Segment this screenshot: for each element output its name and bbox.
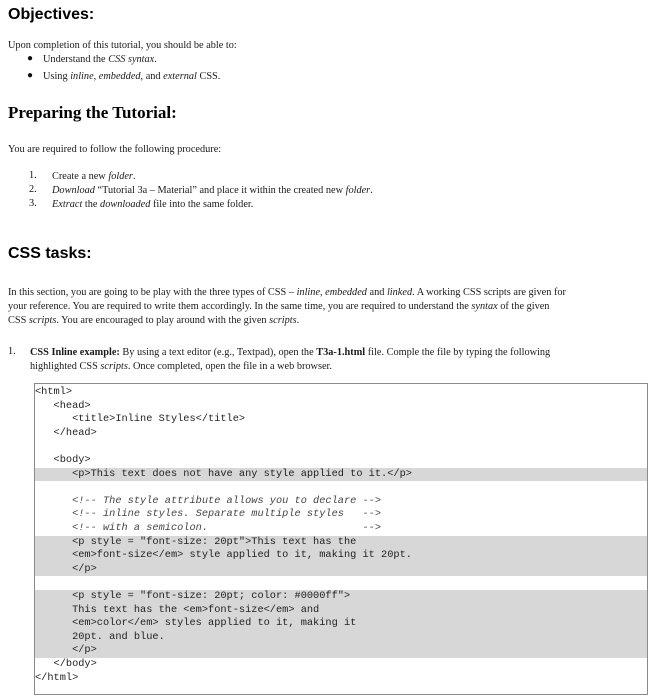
css-tasks-para-line3: CSS scripts. You are encouraged to play around with the given scripts. — [8, 315, 300, 326]
code-line — [35, 440, 647, 454]
step-2: Download “Tutorial 3a – Material” and place it within the created new folder. — [52, 185, 373, 196]
task-1-line2: highlighted CSS scripts. Once completed, open the file in a web browser. — [30, 361, 332, 372]
code-line: <html> — [35, 386, 73, 398]
code-line-highlighted: This text has the <em>font-size</em> and — [35, 604, 647, 618]
code-line-highlighted: <p style = "font-size: 20pt">This text has the — [35, 536, 647, 550]
task-number: 1. — [8, 346, 16, 357]
code-comment-line: <!-- inline styles. Separate multiple styles --> — [35, 508, 382, 521]
css-tasks-para-line1: In this section, you are going to be play with the three types of CSS – inline, embedded and linked. A working CSS scripts are given for — [8, 287, 566, 298]
objective-item-2: Using inline, embedded, and external CSS. — [43, 71, 221, 82]
css-tasks-para-line2: your reference. You are required to write them accordingly. In the same time, you are required to understand the syntax of the given — [8, 301, 550, 312]
code-line: </body> — [35, 658, 97, 670]
bullet-icon: ● — [27, 70, 34, 81]
code-line: <body> — [35, 454, 91, 466]
task-1-line1: CSS Inline example: By using a text editor (e.g., Textpad), open the T3a-1.html file. Comple the file by typing the following — [30, 347, 551, 358]
css-tasks-heading: CSS tasks: — [8, 245, 92, 262]
code-line-highlighted: </p> — [35, 644, 647, 658]
code-line-highlighted: </p> — [35, 563, 647, 577]
step-number: 2. — [29, 184, 37, 195]
code-line: </head> — [35, 426, 97, 439]
step-number: 3. — [29, 198, 37, 209]
objective-item-1: Understand the CSS syntax. — [43, 54, 157, 65]
code-line — [35, 576, 647, 590]
preparing-intro: You are required to follow the following procedure: — [8, 144, 222, 155]
bullet-icon: ● — [27, 53, 34, 64]
objectives-heading: Objectives: — [8, 6, 95, 23]
code-line-highlighted: 20pt. and blue. — [35, 631, 647, 645]
code-line: <title>Inline Styles</title> — [35, 413, 246, 426]
code-line-highlighted: <p>This text does not have any style applied to it.</p> — [35, 468, 647, 482]
code-line: <head> — [35, 399, 91, 412]
step-3: Extract the downloaded file into the same folder. — [52, 199, 254, 210]
code-line — [35, 481, 647, 495]
code-comment-line: <!-- The style attribute allows you to declare --> — [35, 494, 382, 507]
code-listing — [34, 383, 648, 695]
code-line-highlighted: <em>color</em> styles applied to it, making it — [35, 617, 647, 631]
step-1: Create a new folder. — [52, 171, 136, 182]
preparing-heading: Preparing the Tutorial: — [8, 103, 177, 122]
objectives-intro: Upon completion of this tutorial, you should be able to: — [8, 40, 237, 51]
code-line-highlighted: <p style = "font-size: 20pt; color: #0000ff"> — [35, 590, 647, 604]
step-number: 1. — [29, 170, 37, 181]
code-comment-line: <!-- with a semicolon. --> — [35, 522, 382, 534]
code-line: </html> — [35, 671, 79, 684]
code-line-highlighted: <em>font-size</em> style applied to it, making it 20pt. — [35, 549, 647, 563]
